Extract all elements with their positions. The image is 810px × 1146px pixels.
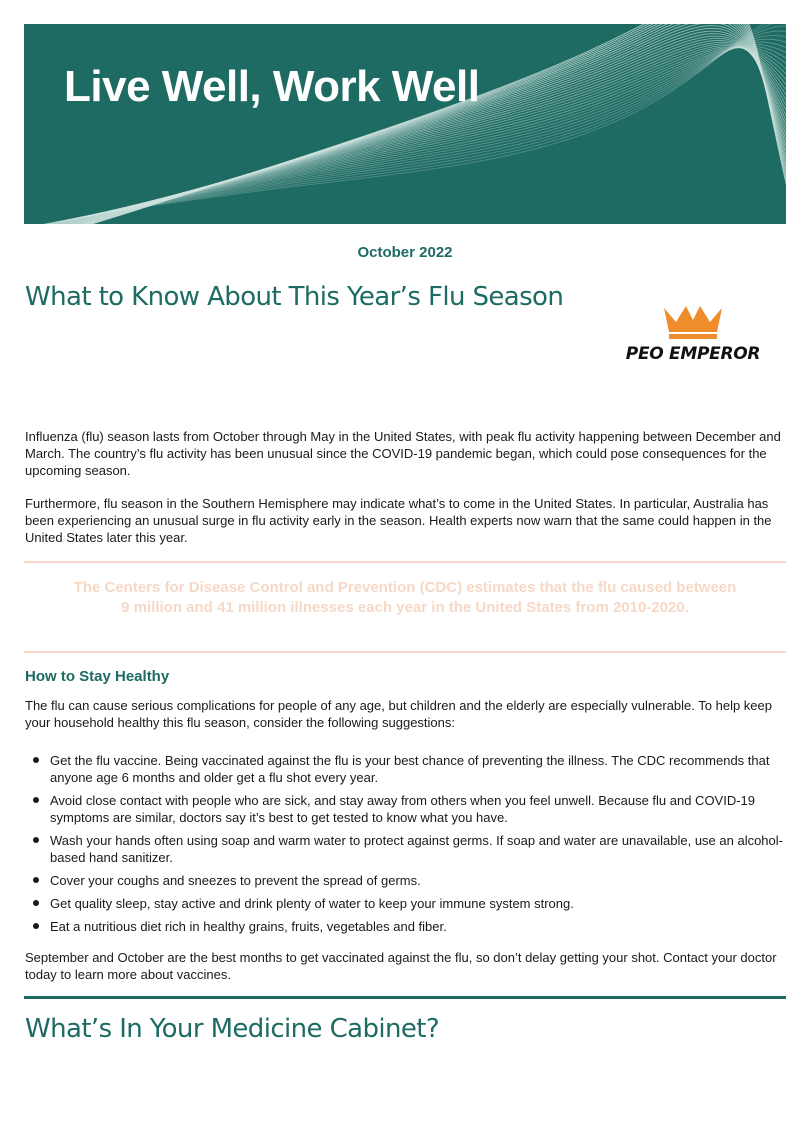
list-item-text: Get the flu vaccine. Being vaccinated against the flu is your best chance of preventing the illness. The CDC recommends that anyone age 6 months and older get a flu shot every year.: [50, 753, 770, 785]
list-item-text: Wash your hands often using soap and warm water to protect against germs. If soap and water are unavailable, use an alcohol-based hand sanitizer.: [50, 833, 783, 865]
section-divider: [24, 996, 786, 999]
next-article-heading: What’s In Your Medicine Cabinet?: [25, 1014, 440, 1044]
list-item-text: Avoid close contact with people who are sick, and stay away from others when you feel unwell. Because flu and COVID-19 symptoms are similar, doctors say it’s best to get tested to know what you have.: [50, 793, 756, 825]
list-item: [25, 918, 785, 935]
crown-icon: [608, 304, 778, 344]
banner-title: Live Well, Work Well: [64, 62, 480, 111]
closing-paragraph: September and October are the best months to get vaccinated against the flu, so don’t delay getting your shot. Contact your doctor today to learn more about vaccines.: [25, 950, 777, 982]
tips-list: [25, 752, 785, 941]
list-item: [25, 895, 785, 912]
bullet-icon: [33, 797, 39, 803]
header-banner: [24, 24, 786, 224]
logo-wordmark: PEO EMPEROR: [625, 344, 761, 364]
list-item: [25, 872, 785, 889]
list-item-text: Get quality sleep, stay active and drink plenty of water to keep your immune system strong.: [50, 896, 574, 911]
section-subheading: How to Stay Healthy: [25, 668, 170, 685]
list-item: [25, 792, 785, 826]
body-paragraph: Furthermore, flu season in the Southern Hemisphere may indicate what’s to come in the United States. In particular, Australia has been experiencing an unusual surge in flu activity early in the season. Health experts now warn that the same could happen in the United States later this year.: [25, 496, 772, 545]
statistic-callout: The Centers for Disease Control and Prevention (CDC) estimates that the flu caused between 9 million and 41 million illnesses each year in the United States from 2010-2020.: [73, 579, 737, 616]
bullet-icon: [33, 900, 39, 906]
bullet-icon: [33, 837, 39, 843]
company-logo: [608, 304, 778, 366]
list-item: [25, 832, 785, 866]
list-item: [25, 752, 785, 786]
list-item-text: Cover your coughs and sneezes to prevent the spread of germs.: [50, 873, 421, 888]
callout-top-divider: [24, 561, 786, 563]
article-heading: What to Know About This Year’s Flu Season: [25, 282, 564, 312]
wave-lines-decoration: [24, 24, 786, 224]
bullet-icon: [33, 923, 39, 929]
list-item-text: Eat a nutritious diet rich in healthy grains, fruits, vegetables and fiber.: [50, 919, 447, 934]
issue-date: October 2022: [357, 244, 453, 261]
intro-paragraph: Influenza (flu) season lasts from October through May in the United States, with peak flu activity happening between December and March. The country’s flu activity has been unusual since the COVID-19 pandemic began, which could pose consequences for the upcoming season.: [25, 429, 781, 478]
bullet-icon: [33, 757, 39, 763]
tips-intro-paragraph: The flu can cause serious complications for people of any age, but children and the elderly are especially vulnerable. To help keep your household healthy this flu season, consider the following suggestions:: [25, 698, 772, 730]
callout-bottom-divider: [24, 651, 786, 653]
bullet-icon: [33, 877, 39, 883]
